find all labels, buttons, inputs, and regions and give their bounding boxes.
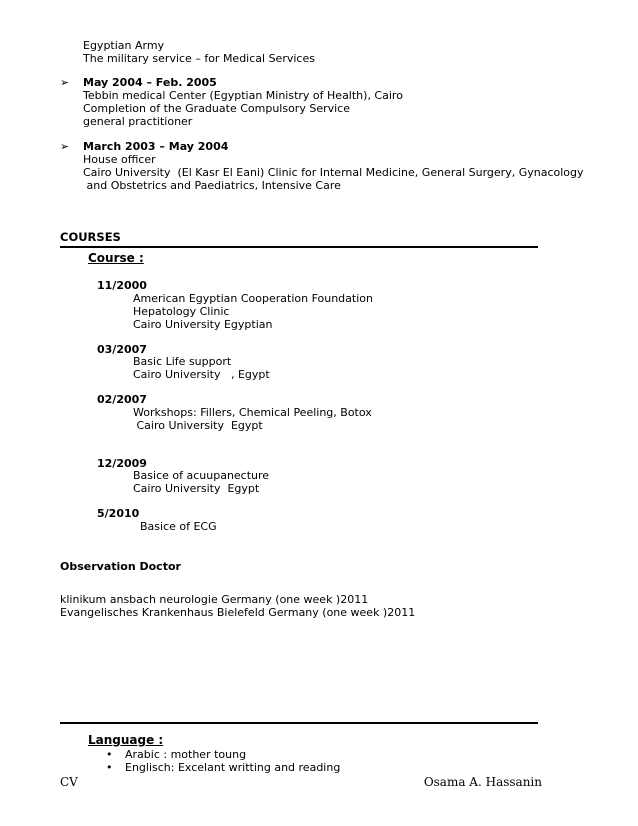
- arrow-bullet-icon: ➢: [60, 140, 70, 153]
- observation-heading: Observation Doctor: [60, 560, 181, 573]
- courses-heading: COURSES: [60, 230, 121, 244]
- course-line: Cairo University Egypt: [133, 419, 263, 432]
- army-line-1: Egyptian Army: [83, 39, 165, 52]
- language-heading: Language :: [88, 733, 164, 747]
- observation-line: Evangelisches Krankenhaus Bielefeld Germany (one week )2011: [60, 606, 416, 619]
- course-line: Cairo University , Egypt: [133, 368, 270, 381]
- entry-line: and Obstetrics and Paediatrics, Intensive Care: [83, 179, 341, 192]
- course-line: Cairo University Egypt: [133, 482, 260, 495]
- entry-line: Completion of the Graduate Compulsory Service: [83, 102, 350, 115]
- course-line: Cairo University Egyptian: [133, 318, 273, 331]
- course-date: 5/2010: [97, 507, 140, 520]
- entry-line: Cairo University (El Kasr El Eani) Clinic for Internal Medicine, General Surgery, Gynacology: [83, 166, 584, 179]
- entry-line: general practitioner: [83, 115, 193, 128]
- course-date: 12/2009: [97, 457, 147, 470]
- entry-date: May 2004 – Feb. 2005: [83, 76, 217, 89]
- footer-right: Osama A. Hassanin: [423, 775, 542, 789]
- bullet-icon: •: [106, 761, 113, 774]
- army-line-2: The military service – for Medical Services: [83, 52, 315, 65]
- language-item: Arabic : mother toung: [125, 748, 247, 761]
- course-date: 11/2000: [97, 279, 147, 292]
- course-line: Basice of acuupanecture: [133, 469, 270, 482]
- section-divider: [60, 246, 538, 248]
- footer-left: CV: [60, 775, 78, 789]
- entry-line: House officer: [83, 153, 156, 166]
- course-line: Basice of ECG: [133, 520, 217, 533]
- course-line: Workshops: Fillers, Chemical Peeling, Botox: [133, 406, 372, 419]
- course-line: Basic Life support: [133, 355, 232, 368]
- courses-subheading: Course :: [88, 251, 144, 265]
- bullet-icon: •: [106, 748, 113, 761]
- section-divider: [60, 722, 538, 724]
- observation-line: klinikum ansbach neurologie Germany (one week )2011: [60, 593, 369, 606]
- entry-line: Tebbin medical Center (Egyptian Ministry of Health), Cairo: [83, 89, 403, 102]
- course-line: American Egyptian Cooperation Foundation: [133, 292, 373, 305]
- course-line: Hepatology Clinic: [133, 305, 230, 318]
- course-date: 02/2007: [97, 393, 147, 406]
- entry-date: March 2003 – May 2004: [83, 140, 229, 153]
- course-date: 03/2007: [97, 343, 147, 356]
- arrow-bullet-icon: ➢: [60, 76, 70, 89]
- language-item: Englisch: Excelant writting and reading: [125, 761, 341, 774]
